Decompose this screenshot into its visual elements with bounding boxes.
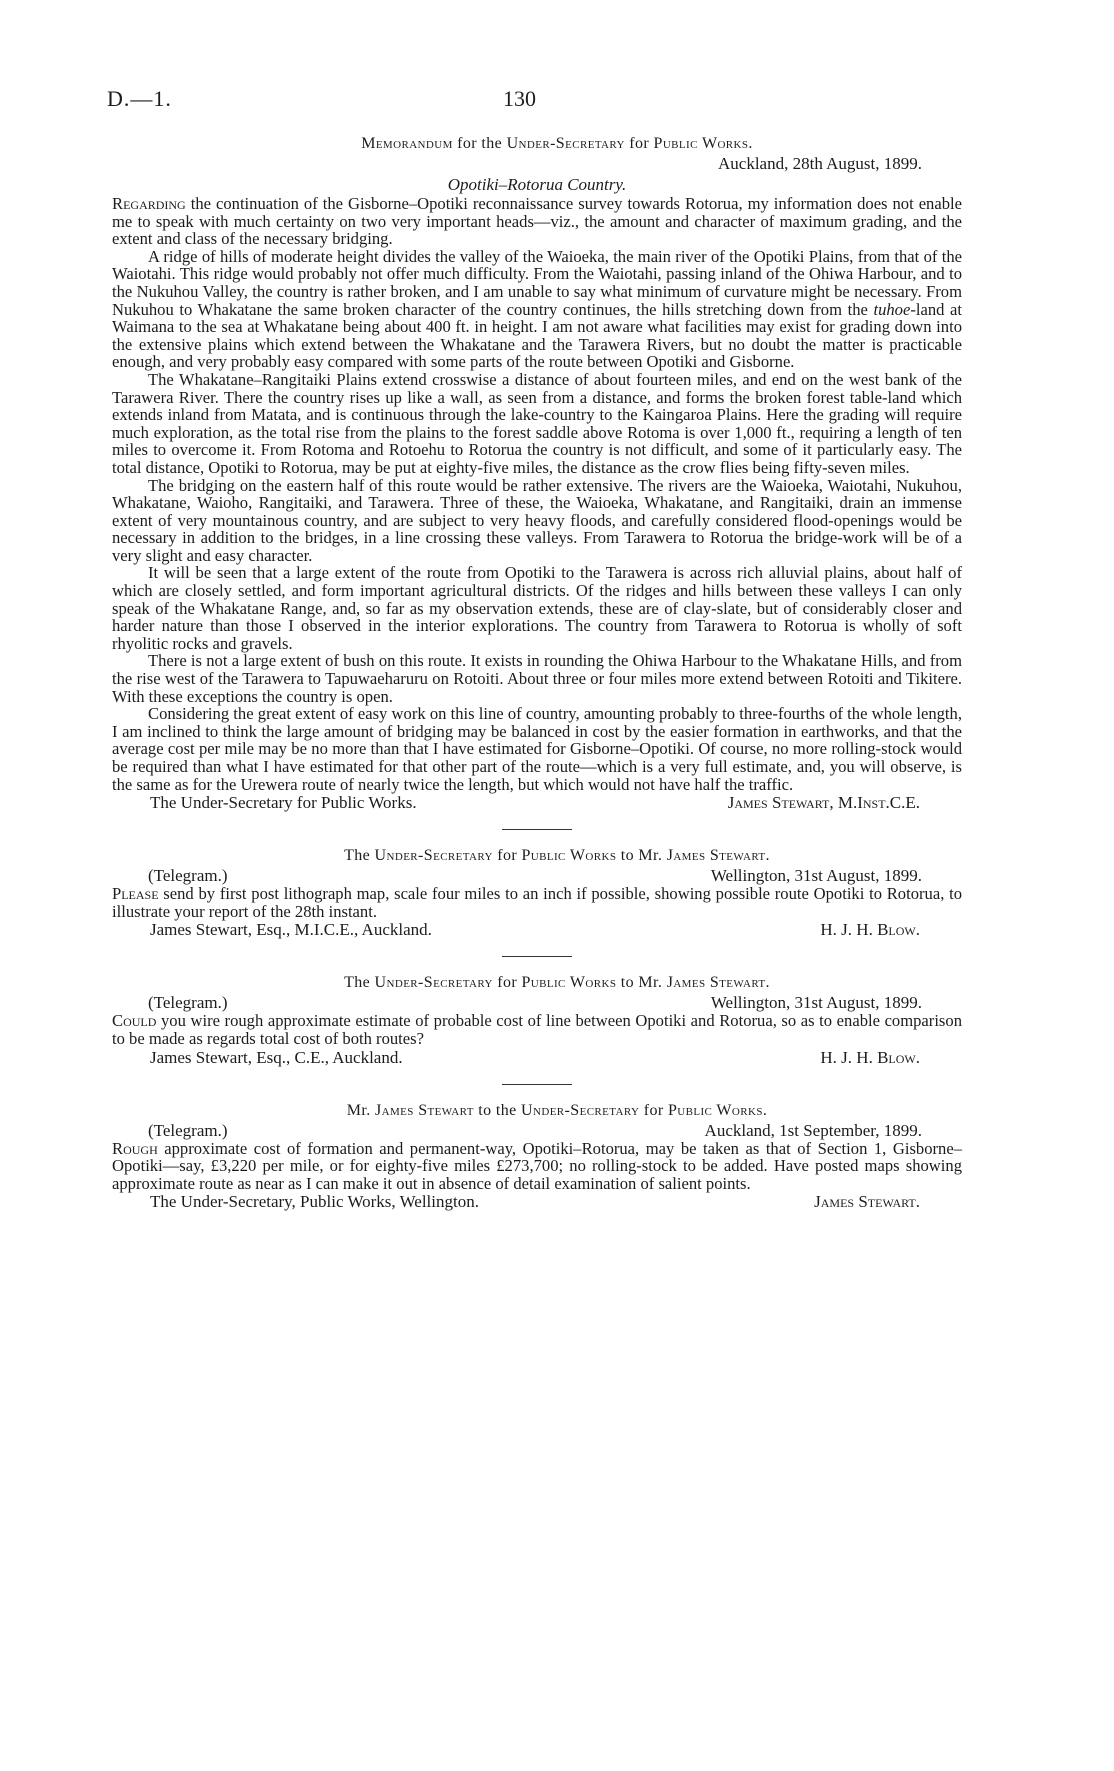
telegram-1-body: Please send by first post lithograph map, scale four miles to an inch if possible, showing possible route Opotiki to Rotorua, to illustrate your report of the 28th instant.: [112, 884, 962, 921]
telegram-2-meta: [112, 993, 962, 1012]
telegram-3-dateline: Auckland, 1st September, 1899.: [704, 1120, 922, 1140]
document-body: [112, 134, 962, 1212]
memo-signature: James Stewart, M.Inst.C.E.: [727, 793, 920, 813]
memorandum-dateline: Auckland, 28th August, 1899.: [718, 154, 922, 173]
memo-paragraph-5: It will be seen that a large extent of the route from Opotiki to the Tarawera is across rich alluvial plains, about half of which are closely settled, and form important agricultural districts. Of the ridges and hills between these valleys I can only speak of the Whakatane Range, and, so far as my observation extends, these are of clay-slate, but of considerably closer and harder nature than those I observed in the interior explorations. The country from Tarawera to Rotorua is wholly of soft rhyolitic rocks and gravels.: [112, 563, 962, 653]
telegram-2-body: Could you wire rough approximate estimate of probable cost of line between Opotiki and Rotorua, so as to enable comparison to be made as regards total cost of both routes?: [112, 1011, 962, 1048]
memo-signature-row: [112, 793, 962, 813]
memo-paragraph-2: A ridge of hills of moderate height divides the valley of the Waioeka, the main river of the Opotiki Plains, from that of the Waiotahi. This ridge would probably not offer much difficulty. From the Waiotahi, passing inland of the Ohiwa Harbour, and to the Nukuhou Valley, the country is rather broken, and I am unable to say what minimum of curvature might be necessary. From Nukuhou to Whakatane the same broken character of the country continues, the hills stretching down from the tuhoe-land at Waimana to the sea at Whakatane being about 400 ft. in height. I am not aware what facilities may exist for grading down into the extensive plains which extend between the Whakatane and the Tarawera Rivers, but no doubt the matter is practicable enough, and very probably easy compared with some parts of the route between Opotiki and Gisborne.: [112, 246, 962, 372]
telegram-2-addressee: James Stewart, Esq., C.E., Auckland.: [150, 1047, 403, 1067]
memo-paragraph-6: There is not a large extent of bush on this route. It exists in rounding the Ohiwa Harbour to the Whakatane Hills, and from the rise west of the Tarawera to Tapuwaeharuru on Rotoiti. About three or four miles more extend between Rotoiti and Tikitere. With these exceptions the country is open.: [112, 651, 962, 706]
telegram-1-signature-row: [112, 920, 962, 940]
telegram-2: [112, 973, 962, 1067]
telegram-2-signature-row: [112, 1048, 962, 1068]
telegram-1-meta: [112, 866, 962, 885]
section-divider: [502, 829, 572, 830]
memorandum-subheading: Opotiki–Rotorua Country.: [447, 175, 627, 194]
page-header: [107, 86, 967, 116]
memo-paragraph-1: Regarding the continuation of the Gisborne–Opotiki reconnaissance survey towards Rotorua, my information does not enable me to speak with much certainty on two very important heads—viz., the amount and character of maximum grading, and the extent and class of the necessary bridging.: [112, 194, 962, 249]
telegram-1: [112, 846, 962, 940]
memorandum-title: Memorandum for the Under-Secretary for Public Works.: [361, 135, 753, 152]
telegram-3-signature-row: [112, 1192, 962, 1212]
telegram-3-body: Rough approximate cost of formation and permanent-way, Opotiki–Rotorua, may be taken as that of Section 1, Gisborne–Opotiki—say, £3,220 per mile, or for eighty-five miles £273,700; no rolling-stock to be added. Have posted maps showing approximate route as near as I can make it out in absence of detail examination of salient points.: [112, 1138, 962, 1193]
telegram-1-type: (Telegram.): [148, 866, 228, 886]
telegram-1-heading: The Under-Secretary for Public Works to Mr. James Stewart.: [344, 847, 770, 865]
telegram-3-signature: James Stewart.: [814, 1192, 920, 1212]
telegram-3: [112, 1101, 962, 1213]
telegram-1-signature: H. J. H. Blow.: [820, 920, 920, 940]
page-number: 130: [503, 86, 536, 111]
document-reference: D.—1.: [107, 86, 172, 111]
telegram-2-type: (Telegram.): [148, 993, 228, 1013]
section-divider: [502, 956, 572, 957]
memo-paragraph-7: Considering the great extent of easy work on this line of country, amounting probably to three-fourths of the whole length, I am inclined to think the large amount of bridging may be balanced in cost by the easier formation in earthworks, and that the average cost per mile may be no more than that I have estimated for Gisborne–Opotiki. Of course, no more rolling-stock would be required than what I have estimated for that other part of the route—which is a very full estimate, and, you will observe, is the same as for the Urewera route of nearly twice the length, but which would not have half the traffic.: [112, 704, 962, 794]
section-divider: [502, 1084, 572, 1085]
telegram-2-dateline: Wellington, 31st August, 1899.: [710, 993, 922, 1013]
memo-paragraph-3: The Whakatane–Rangitaiki Plains extend crosswise a distance of about fourteen miles, and end on the west bank of the Tarawera River. There the country rises up like a wall, as seen from a distance, and forms the broken forest table-land which extends inland from Matata, and is continuous through the lake-country to the Kaingaroa Plains. Here the grading will require much exploration, as the total rise from the plains to the forest saddle above Rotoma is over 1,000 ft., requiring a length of ten miles to overcome it. From Rotoma and Rotoehu to Rotorua the country is not difficult, and some of it particularly easy. The total distance, Opotiki to Rotorua, may be put at eighty-five miles, the distance as the crow flies being fifty-seven miles.: [112, 369, 962, 477]
telegram-1-dateline: Wellington, 31st August, 1899.: [710, 866, 922, 886]
telegram-1-addressee: James Stewart, Esq., M.I.C.E., Auckland.: [150, 920, 432, 940]
telegram-2-signature: H. J. H. Blow.: [820, 1047, 920, 1067]
telegram-3-heading: Mr. James Stewart to the Under-Secretary for Public Works.: [346, 1101, 768, 1119]
telegram-3-meta: [112, 1121, 962, 1140]
memorandum-section: [112, 134, 962, 813]
telegram-3-type: (Telegram.): [148, 1120, 228, 1140]
memo-paragraph-4: The bridging on the eastern half of this route would be rather extensive. The rivers are the Waioeka, Waiotahi, Nukuhou, Whakatane, Waioho, Rangitaiki, and Tarawera. Three of these, the Waioeka, Whakatane, and Rangitaiki, drain an immense extent of very mountainous country, and are subject to very heavy floods, and carefully considered flood-openings would be necessary in addition to the bridges, in a line crossing these valleys. From Tarawera to Rotorua the bridge-work will be of a very slight and easy character.: [112, 475, 962, 565]
memo-addressee: The Under-Secretary for Public Works.: [150, 793, 417, 813]
telegram-2-heading: The Under-Secretary for Public Works to Mr. James Stewart.: [344, 974, 770, 992]
telegram-3-addressee: The Under-Secretary, Public Works, Wellington.: [150, 1192, 479, 1212]
